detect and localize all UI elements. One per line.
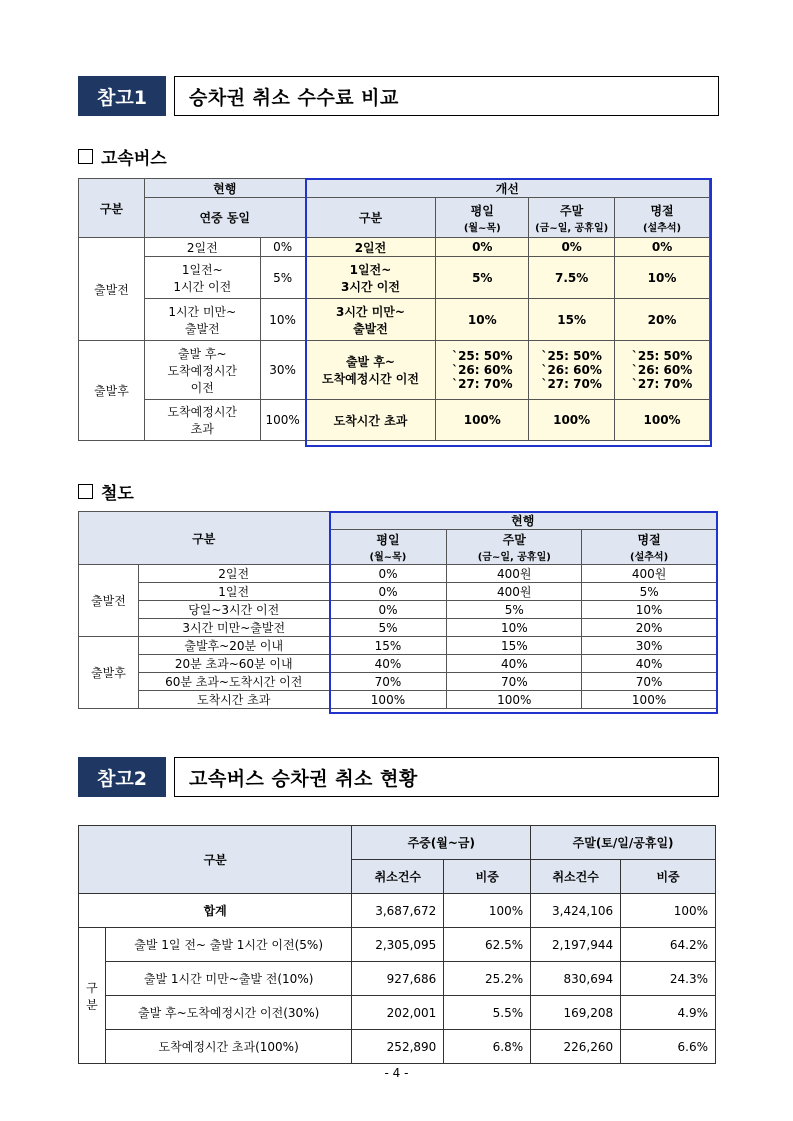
bus-current-label: 1시간 미만~ 출발전 [144, 299, 260, 341]
cancel-header-we-count: 취소건수 [531, 860, 621, 894]
bus-new-label: 도착시간 초과 [305, 400, 436, 441]
cancel-wd-ratio: 25.2% [444, 962, 531, 996]
cancel-status-table [78, 825, 716, 1064]
bus-weekend-rate: 0% [529, 238, 615, 257]
bus-new-label: 1일전~ 3시간 이전 [305, 257, 436, 299]
bus-current-label: 출발 후~ 도착예정시간 이전 [144, 341, 260, 400]
bus-current-label: 도착예정시간 초과 [144, 400, 260, 441]
bus-weekend-rate: `25: 50% `26: 60% `27: 70% [529, 341, 615, 400]
cancel-row [79, 1030, 716, 1064]
rail-weekday-rate: 5% [329, 619, 447, 637]
rail-weekend-sub: (금~일, 공휴일) [477, 552, 551, 563]
cancel-wd-ratio: 100% [444, 894, 531, 928]
cancel-we-ratio: 24.3% [621, 962, 716, 996]
rail-row-label: 20분 초과~60분 이내 [138, 655, 329, 673]
rail-weekday-rate: 0% [329, 565, 447, 583]
rail-row-label: 출발후~20분 이내 [138, 637, 329, 655]
rail-holiday-rate: 70% [582, 673, 717, 691]
cancel-we-count: 226,260 [531, 1030, 621, 1064]
rail-weekday-rate: 0% [329, 583, 447, 601]
bus-weekday-label: 평일 [470, 203, 494, 218]
rail-weekend-rate: 400원 [447, 565, 582, 583]
rail-weekday-rate: 70% [329, 673, 447, 691]
rail-holiday-rate: 10% [582, 601, 717, 619]
bus-header-improved: 개선 [305, 179, 709, 198]
rail-holiday-label: 명절 [637, 533, 661, 547]
cancel-total-label: 합계 [79, 894, 352, 928]
rail-weekend-rate: 100% [447, 691, 582, 709]
bus-row [79, 238, 710, 257]
bus-row [79, 400, 710, 441]
cancel-we-count: 830,694 [531, 962, 621, 996]
cancel-row-label: 출발 후~도착예정시간 이전(30%) [105, 996, 351, 1030]
reference-2-badge: 참고2 [78, 757, 166, 797]
reference-1-title: 승차권 취소 수수료 비교 [174, 76, 719, 116]
rail-fee-table [78, 511, 717, 709]
rail-row [79, 637, 717, 655]
rail-weekend-label: 주말 [502, 533, 526, 547]
bus-weekday-rate: 0% [436, 238, 529, 257]
cancel-header-we-ratio: 비중 [621, 860, 716, 894]
bus-holiday-rate: 100% [615, 400, 710, 441]
rail-weekday-label: 평일 [376, 533, 400, 547]
cancel-wd-ratio: 62.5% [444, 928, 531, 962]
cancel-we-ratio: 100% [621, 894, 716, 928]
bus-holiday-rate: 10% [615, 257, 710, 299]
rail-holiday-sub: (설추석) [630, 552, 669, 563]
bus-new-label: 출발 후~ 도착예정시간 이전 [305, 341, 436, 400]
rail-row [79, 583, 717, 601]
rail-header-weekend [447, 530, 582, 565]
bus-header-improved-gubun: 구분 [305, 198, 436, 238]
rail-weekday-rate: 100% [329, 691, 447, 709]
rail-section-title: 철도 [101, 484, 134, 504]
bus-new-label: 2일전 [305, 238, 436, 257]
bus-weekend-rate: 100% [529, 400, 615, 441]
cancel-row-label: 도착예정시간 초과(100%) [105, 1030, 351, 1064]
reference-1-badge: 참고1 [78, 76, 166, 116]
checkbox-square-icon [78, 484, 93, 499]
rail-section-heading [78, 479, 134, 504]
bus-new-label: 3시간 미만~ 출발전 [305, 299, 436, 341]
cancel-row-label: 출발 1시간 미만~출발 전(10%) [105, 962, 351, 996]
cancel-wd-count: 2,305,095 [352, 928, 444, 962]
rail-weekend-rate: 15% [447, 637, 582, 655]
rail-header-current: 현행 [329, 512, 716, 530]
cancel-we-count: 3,424,106 [531, 894, 621, 928]
cancel-header-wd-ratio: 비중 [444, 860, 531, 894]
bus-holiday-rate: 20% [615, 299, 710, 341]
bus-current-rate: 0% [260, 238, 305, 257]
bus-current-rate: 100% [260, 400, 305, 441]
rail-weekday-rate: 15% [329, 637, 447, 655]
cancel-row [79, 928, 716, 962]
cancel-row [79, 962, 716, 996]
bus-group-after: 출발후 [79, 341, 145, 441]
rail-holiday-rate: 30% [582, 637, 717, 655]
rail-holiday-rate: 40% [582, 655, 717, 673]
reference-1-header [78, 76, 719, 116]
cancel-we-count: 2,197,944 [531, 928, 621, 962]
bus-row [79, 257, 710, 299]
bus-holiday-sub: (설추석) [642, 222, 682, 234]
rail-row-label: 1일전 [138, 583, 329, 601]
rail-header-gubun: 구분 [79, 512, 330, 565]
rail-weekend-rate: 40% [447, 655, 582, 673]
rail-weekday-rate: 0% [329, 601, 447, 619]
bus-section-heading [78, 144, 167, 169]
rail-holiday-rate: 20% [582, 619, 717, 637]
rail-row [79, 601, 717, 619]
bus-header-gubun: 구분 [79, 179, 145, 238]
page-number: - 4 - [384, 1066, 409, 1080]
rail-holiday-rate: 400원 [582, 565, 717, 583]
cancel-we-ratio: 64.2% [621, 928, 716, 962]
rail-weekend-rate: 400원 [447, 583, 582, 601]
bus-weekend-rate: 7.5% [529, 257, 615, 299]
bus-weekday-rate: `25: 50% `26: 60% `27: 70% [436, 341, 529, 400]
cancel-we-ratio: 6.6% [621, 1030, 716, 1064]
cancel-side-label: 구 분 [79, 928, 106, 1064]
bus-current-rate: 10% [260, 299, 305, 341]
bus-holiday-rate: `25: 50% `26: 60% `27: 70% [615, 341, 710, 400]
rail-group-after: 출발후 [79, 637, 139, 709]
cancel-total-row [79, 894, 716, 928]
cancel-wd-ratio: 6.8% [444, 1030, 531, 1064]
bus-header-current: 현행 [144, 179, 305, 198]
bus-current-label: 1일전~ 1시간 이전 [144, 257, 260, 299]
rail-weekday-sub: (월~목) [369, 552, 407, 563]
rail-group-before: 출발전 [79, 565, 139, 637]
rail-row-label: 3시간 미만~출발전 [138, 619, 329, 637]
cancel-row [79, 996, 716, 1030]
rail-header-holiday [582, 530, 717, 565]
cancel-wd-count: 927,686 [352, 962, 444, 996]
reference-2-header [78, 757, 719, 797]
bus-holiday-label: 명절 [650, 203, 674, 218]
bus-weekend-rate: 15% [529, 299, 615, 341]
cancel-wd-count: 252,890 [352, 1030, 444, 1064]
rail-row-label: 당일~3시간 이전 [138, 601, 329, 619]
rail-holiday-rate: 100% [582, 691, 717, 709]
cancel-wd-count: 202,001 [352, 996, 444, 1030]
bus-header-current-sub: 연중 동일 [144, 198, 305, 238]
reference-2-title: 고속버스 승차권 취소 현황 [174, 757, 719, 797]
rail-holiday-rate: 5% [582, 583, 717, 601]
bus-weekday-rate: 5% [436, 257, 529, 299]
cancel-wd-count: 3,687,672 [352, 894, 444, 928]
rail-row [79, 655, 717, 673]
bus-header-weekend [529, 198, 615, 238]
rail-row-label: 도착시간 초과 [138, 691, 329, 709]
rail-row [79, 673, 717, 691]
cancel-row-label: 출발 1일 전~ 출발 1시간 이전(5%) [105, 928, 351, 962]
cancel-header-wd-count: 취소건수 [352, 860, 444, 894]
bus-row [79, 299, 710, 341]
bus-current-label: 2일전 [144, 238, 260, 257]
rail-weekday-rate: 40% [329, 655, 447, 673]
rail-weekend-rate: 70% [447, 673, 582, 691]
bus-weekday-rate: 100% [436, 400, 529, 441]
bus-holiday-rate: 0% [615, 238, 710, 257]
rail-row-label: 2일전 [138, 565, 329, 583]
bus-current-rate: 30% [260, 341, 305, 400]
rail-header-weekday [329, 530, 447, 565]
cancel-we-ratio: 4.9% [621, 996, 716, 1030]
rail-row [79, 619, 717, 637]
bus-header-holiday [615, 198, 710, 238]
rail-row [79, 691, 717, 709]
bus-row [79, 341, 710, 400]
rail-weekend-rate: 10% [447, 619, 582, 637]
bus-weekday-sub: (월~목) [463, 222, 501, 234]
bus-weekend-label: 주말 [560, 203, 584, 218]
bus-fee-table [78, 178, 710, 441]
cancel-wd-ratio: 5.5% [444, 996, 531, 1030]
cancel-header-weekday: 주중(월~금) [352, 826, 531, 860]
bus-weekday-rate: 10% [436, 299, 529, 341]
bus-weekend-sub: (금~일, 공휴일) [535, 222, 609, 234]
bus-group-before: 출발전 [79, 238, 145, 341]
cancel-header-weekend: 주말(토/일/공휴일) [531, 826, 716, 860]
rail-row [79, 565, 717, 583]
cancel-header-gubun: 구분 [79, 826, 352, 894]
rail-weekend-rate: 5% [447, 601, 582, 619]
rail-row-label: 60분 초과~도착시간 이전 [138, 673, 329, 691]
bus-section-title: 고속버스 [101, 149, 167, 169]
cancel-we-count: 169,208 [531, 996, 621, 1030]
bus-header-weekday [436, 198, 529, 238]
bus-current-rate: 5% [260, 257, 305, 299]
checkbox-square-icon [78, 149, 93, 164]
